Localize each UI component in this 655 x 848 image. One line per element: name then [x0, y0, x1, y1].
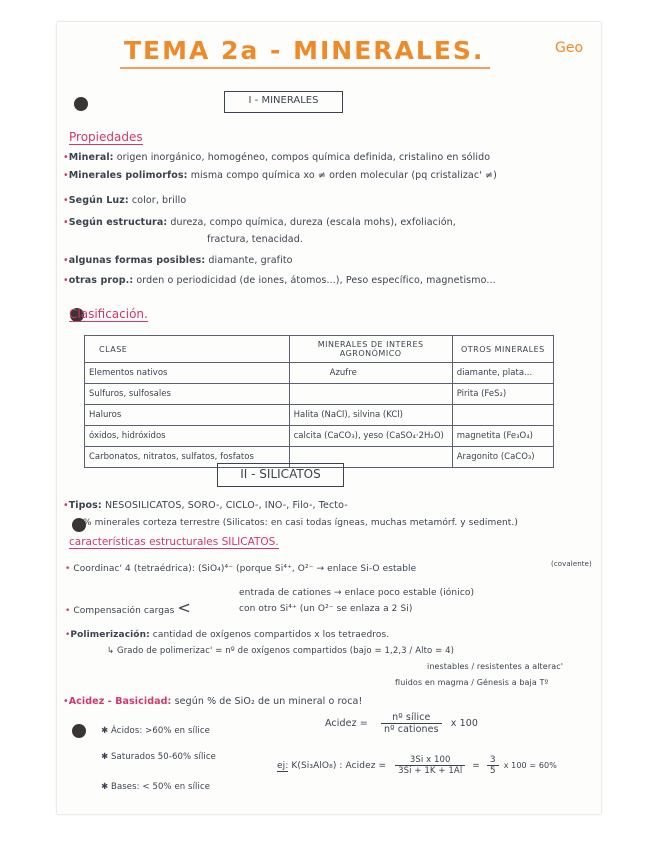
acidez-line: •Acidez - Basicidad: según % de SiO₂ de un mineral o roca!	[63, 696, 363, 707]
propiedades-title: Propiedades	[69, 130, 143, 144]
table-cell: Azufre	[289, 363, 452, 384]
compensacion-line-1: entrada de cationes → enlace poco estable (iónico)	[239, 588, 475, 598]
subject-tag: Geo	[555, 40, 584, 56]
table-row	[85, 363, 554, 384]
table-row	[85, 426, 554, 447]
section1-heading-box	[224, 91, 343, 113]
table-cell: Haluros	[85, 405, 290, 426]
table-cell	[289, 384, 452, 405]
table-cell: Elementos nativos	[85, 363, 290, 384]
table-header-cell: OTROS MINERALES	[452, 336, 553, 363]
section2-heading: II - SILICATOS	[240, 467, 321, 481]
table-cell	[452, 405, 553, 426]
grado-note-1: inestables / resistentes a alterac'	[427, 662, 564, 671]
notebook-page	[57, 22, 601, 814]
table-header-row	[85, 336, 554, 363]
prop-line-4b: fractura, tenacidad.	[207, 234, 303, 245]
binder-hole	[72, 724, 86, 738]
table-cell: diamante, plata...	[452, 363, 553, 384]
grado-note-2: fluidos en magma / Génesis a baja Tº	[395, 678, 549, 687]
classification-table	[84, 335, 554, 468]
prop-line-4: •Según estructura: dureza, compo química, dureza (escala mohs), exfoliación,	[63, 217, 456, 228]
section2-heading-box	[217, 463, 344, 487]
table-row	[85, 384, 554, 405]
prop-line-6: •otras prop.: orden o periodicidad (de iones, átomos...), Peso específico, magnetismo...	[63, 275, 496, 286]
table-cell: calcita (CaCO₃), yeso (CaSO₄·2H₂O)	[289, 426, 452, 447]
table-cell: óxidos, hidróxidos	[85, 426, 290, 447]
table-cell: magnetita (Fe₃O₄)	[452, 426, 553, 447]
table-cell: Aragonito (CaCO₃)	[452, 447, 553, 468]
table-cell: Carbonatos, nitratos, sulfatos, fosfatos	[85, 447, 290, 468]
example-formula: ej: K(Si₃AlO₈) : Acidez = $\frac{\text{3Si x 100}}{3Si + 1K + 1Al}$ = $\frac{3}{5}$ x 100 = 60%	[277, 755, 557, 776]
compensacion-label: • Compensación cargas <	[65, 598, 191, 617]
page-title: TEMA 2a - MINERALES.	[120, 36, 490, 69]
clasificacion-title: Clasificación.	[69, 307, 148, 321]
coordinacion-note: (covalente)	[551, 560, 592, 568]
table-cell: Pirita (FeS₂)	[452, 384, 553, 405]
acidos-item: ✱ Ácidos: >60% en sílice	[101, 726, 210, 736]
prop-line-2: •Minerales polimorfos: misma compo química xo ≠ orden molecular (pq cristalizac' ≠)	[63, 170, 497, 181]
table-header-cell: CLASE	[85, 336, 290, 363]
polimerizacion-line: •Polimerización: cantidad de oxígenos compartidos x los tetraedros.	[65, 630, 390, 640]
table-cell: Sulfuros, sulfosales	[85, 384, 290, 405]
percent-line: % minerales corteza terrestre (Silicatos: en casi todas ígneas, muchas metamórf. y sediment.)	[83, 518, 519, 528]
table-cell: Halita (NaCl), silvina (KCl)	[289, 405, 452, 426]
binder-hole	[74, 97, 88, 111]
caracteristicas-title: características estructurales SILICATOS.	[69, 536, 279, 548]
coordinacion-line: • Coordinac' 4 (tetraédrica): (SiO₄)⁴⁻ (porque Si⁴⁺, O²⁻ → enlace Si-O estable	[65, 564, 417, 574]
prop-line-5: •algunas formas posibles: diamante, grafito	[63, 255, 293, 266]
table-row	[85, 405, 554, 426]
grado-line: ↳ Grado de polimerizac' = nº de oxígenos compartidos (bajo = 1,2,3 / Alto = 4)	[107, 646, 455, 656]
prop-line-1: •Mineral: origen inorgánico, homogéneo, compos química definida, cristalino en sólido	[63, 152, 491, 163]
bases-item: ✱ Bases: < 50% en sílice	[101, 782, 211, 792]
section1-heading: I - MINERALES	[248, 95, 319, 106]
compensacion-line-2: con otro Si⁴⁺ (un O²⁻ se enlaza a 2 Si)	[239, 604, 413, 614]
saturados-item: ✱ Saturados 50-60% sílice	[101, 752, 216, 762]
table-header-cell: MINERALES DE INTERES AGRONÓMICO	[289, 336, 452, 363]
tipos-line: •Tipos: NESOSILICATOS, SORO-, CICLO-, INO-, Filo-, Tecto-	[63, 500, 348, 511]
acidez-formula: Acidez = $\frac{\text{nº sílice}}{\text{nº cationes}}$ x 100	[325, 712, 479, 735]
prop-line-3: •Según Luz: color, brillo	[63, 195, 187, 206]
